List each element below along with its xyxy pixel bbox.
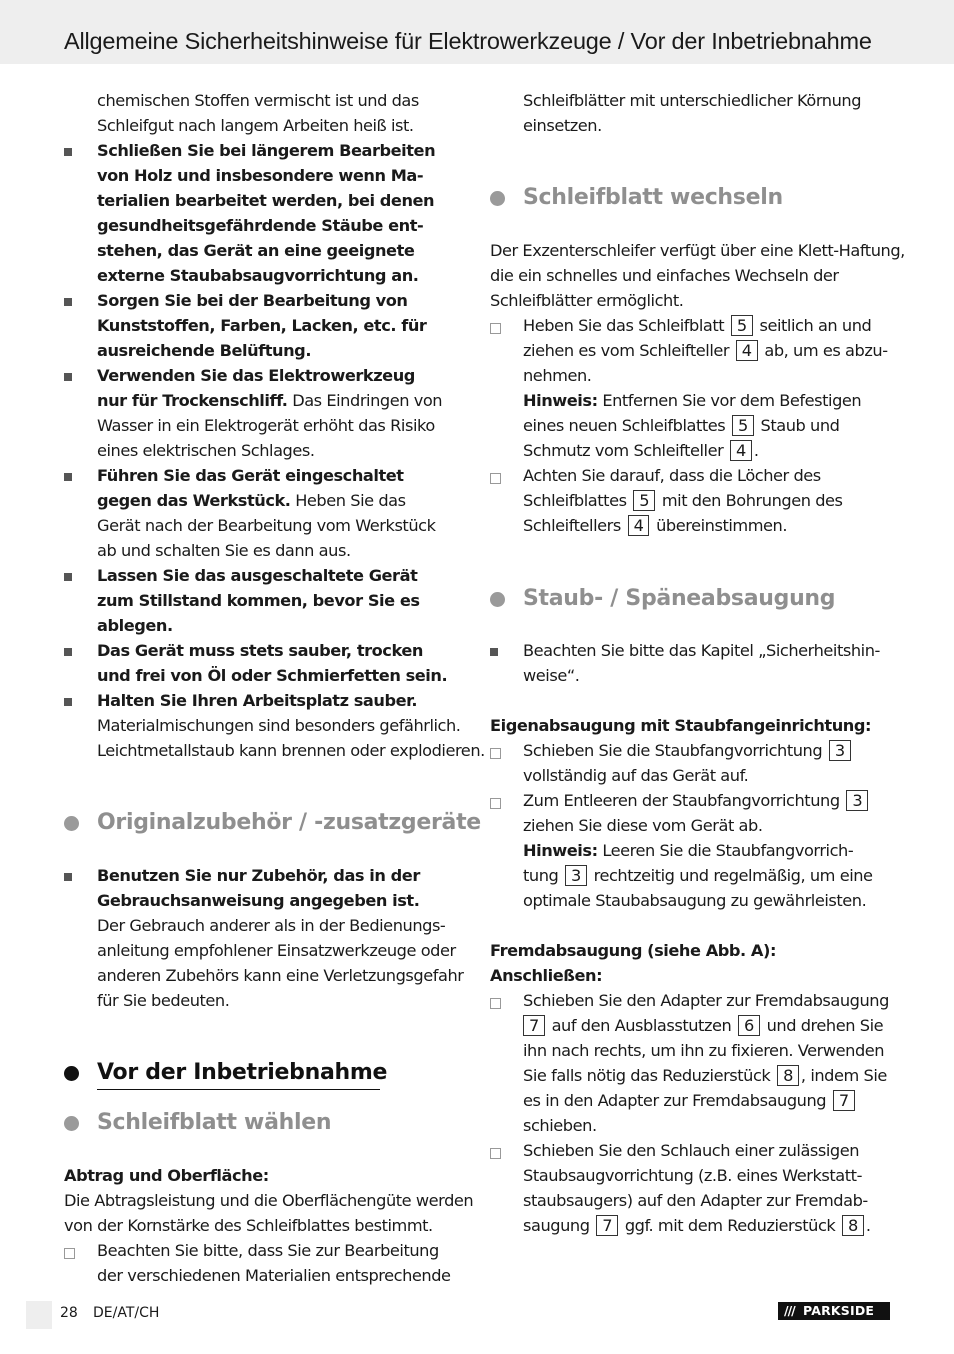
text-line: stehen, das Gerät an eine geeignete xyxy=(97,241,415,260)
plain-text: übereinstimmen. xyxy=(656,516,788,535)
part-number-box: 3 xyxy=(829,740,851,761)
text-line: für Sie bedeuten. xyxy=(97,991,230,1010)
square-bullet-icon xyxy=(64,373,72,381)
plain-text: es in den Adapter zur Fremdabsaugung xyxy=(523,1091,827,1110)
text-line xyxy=(523,338,888,363)
square-bullet-icon xyxy=(64,873,72,881)
text-line xyxy=(523,438,759,463)
section-heading: Staub- / Späneabsaugung xyxy=(523,586,836,611)
subheading: Abtrag und Oberfläche: xyxy=(64,1166,269,1185)
text-line: ihn nach rechts, um ihn zu fixieren. Verwenden xyxy=(523,1041,885,1060)
text-line xyxy=(523,388,861,413)
text-line xyxy=(523,1088,857,1113)
text-line: externe Staubabsaugvorrichtung an. xyxy=(97,266,419,285)
section-bullet-icon xyxy=(64,1116,79,1131)
brand-logo xyxy=(778,1302,890,1320)
plain-text: Das Eindringen von xyxy=(287,391,443,410)
text-line xyxy=(523,413,840,438)
part-number-box: 3 xyxy=(846,790,868,811)
plain-text: , indem Sie xyxy=(800,1066,887,1085)
text-line: der verschiedenen Materialien entsprechende xyxy=(97,1266,451,1285)
plain-text: Schmutz vom Schleifteller xyxy=(523,441,724,460)
square-bullet-icon xyxy=(64,473,72,481)
square-bullet-icon xyxy=(490,648,498,656)
section-bullet-icon xyxy=(490,191,505,206)
text-line: staubsaugers) auf den Adapter zur Fremdab- xyxy=(523,1191,868,1210)
section-heading: Schleifblatt wechseln xyxy=(523,185,783,210)
plain-text: Schleifblattes xyxy=(523,491,627,510)
text-line: und frei von Öl oder Schmierfetten sein. xyxy=(97,666,448,685)
text-line xyxy=(97,488,406,513)
text-line: Schleifgut nach langem Arbeiten heiß ist. xyxy=(97,116,414,135)
plain-text: Heben Sie das Schleifblatt xyxy=(523,316,725,335)
part-number-box: 4 xyxy=(730,440,752,461)
text-line xyxy=(523,1063,887,1088)
text-line xyxy=(523,838,853,863)
text-line: Verwenden Sie das Elektrowerkzeug xyxy=(97,366,415,385)
text-line: Schieben Sie den Adapter zur Fremdabsaugung xyxy=(523,991,889,1010)
text-line: Benutzen Sie nur Zubehör, das in der xyxy=(97,866,420,885)
text-line: Schließen Sie bei längerem Bearbeiten xyxy=(97,141,436,160)
text-line: gesundheitsgefährdende Stäube ent- xyxy=(97,216,424,235)
part-number-box: 5 xyxy=(731,315,753,336)
text-line: zum Stillstand kommen, bevor Sie es xyxy=(97,591,420,610)
chapter-heading: Vor der Inbetriebnahme xyxy=(97,1060,388,1085)
footer-tab xyxy=(26,1301,52,1329)
text-line: von Holz und insbesondere wenn Ma- xyxy=(97,166,424,185)
text-line: Die Abtragsleistung und die Oberflächengüte werden xyxy=(64,1191,474,1210)
text-line: von der Kornstärke des Schleifblattes bestimmt. xyxy=(64,1216,433,1235)
plain-text: Staub und xyxy=(760,416,840,435)
bold-text: nur für Trockenschliff. xyxy=(97,391,288,410)
text-line: ab und schalten Sie es dann aus. xyxy=(97,541,351,560)
hollow-square-bullet-icon xyxy=(490,798,501,809)
note-label: Hinweis: xyxy=(523,391,598,410)
text-line xyxy=(523,1013,883,1038)
hollow-square-bullet-icon xyxy=(490,748,501,759)
text-line: Materialmischungen sind besonders gefährlich. xyxy=(97,716,461,735)
hollow-square-bullet-icon xyxy=(490,998,501,1009)
plain-text: und drehen Sie xyxy=(766,1016,884,1035)
part-number-box: 5 xyxy=(732,415,754,436)
text-line: Schieben Sie den Schlauch einer zulässigen xyxy=(523,1141,860,1160)
plain-text: mit den Bohrungen des xyxy=(661,491,843,510)
text-line: einsetzen. xyxy=(523,116,602,135)
text-line: ziehen Sie diese vom Gerät ab. xyxy=(523,816,763,835)
text-line: Leichtmetallstaub kann brennen oder explodieren. xyxy=(97,741,485,760)
text-line: weise“. xyxy=(523,666,580,685)
text-line xyxy=(523,788,870,813)
part-number-box: 7 xyxy=(833,1090,855,1111)
text-line: Staubsaugvorrichtung (z.B. eines Werkstatt- xyxy=(523,1166,862,1185)
text-line: Das Gerät muss stets sauber, trocken xyxy=(97,641,423,660)
plain-text: . xyxy=(753,441,759,460)
plain-text: Schieben Sie die Staubfangvorrichtung xyxy=(523,741,823,760)
text-line xyxy=(523,738,853,763)
subheading: Fremdabsaugung (siehe Abb. A): xyxy=(490,941,776,960)
text-line: Wasser in ein Elektrogerät erhöht das Risiko xyxy=(97,416,435,435)
text-line: ausreichende Belüftung. xyxy=(97,341,312,360)
part-number-box: 8 xyxy=(777,1065,799,1086)
part-number-box: 3 xyxy=(565,865,587,886)
text-line: Achten Sie darauf, dass die Löcher des xyxy=(523,466,821,485)
plain-text: Zum Entleeren der Staubfangvorrichtung xyxy=(523,791,840,810)
part-number-box: 4 xyxy=(628,515,650,536)
square-bullet-icon xyxy=(64,148,72,156)
text-line: vollständig auf das Gerät auf. xyxy=(523,766,749,785)
text-line: Beachten Sie bitte das Kapitel „Sicherheitshin- xyxy=(523,641,880,660)
text-line: Kunststoffen, Farben, Lacken, etc. für xyxy=(97,316,427,335)
text-line xyxy=(523,1213,871,1238)
text-line: schieben. xyxy=(523,1116,597,1135)
text-line: Lassen Sie das ausgeschaltete Gerät xyxy=(97,566,418,585)
section-bullet-icon xyxy=(64,816,79,831)
part-number-box: 4 xyxy=(736,340,758,361)
plain-text: rechtzeitig und regelmäßig, um eine xyxy=(593,866,873,885)
page-number: 28 xyxy=(60,1305,78,1321)
locale-label: DE/AT/CH xyxy=(93,1305,160,1321)
text-line: Führen Sie das Gerät eingeschaltet xyxy=(97,466,404,485)
plain-text: Heben Sie das xyxy=(290,491,406,510)
plain-text: eines neuen Schleifblattes xyxy=(523,416,726,435)
text-line: Sorgen Sie bei der Bearbeitung von xyxy=(97,291,408,310)
square-bullet-icon xyxy=(64,298,72,306)
text-line: Gebrauchsanweisung angegeben ist. xyxy=(97,891,420,910)
plain-text: Entfernen Sie vor dem Befestigen xyxy=(597,391,862,410)
text-line: Halten Sie Ihren Arbeitsplatz sauber. xyxy=(97,691,418,710)
text-line: terialien bearbeitet werden, bei denen xyxy=(97,191,435,210)
brand-name: PARKSIDE xyxy=(803,1303,875,1318)
hollow-square-bullet-icon xyxy=(64,1248,75,1259)
plain-text: ziehen es vom Schleifteller xyxy=(523,341,730,360)
bold-text: gegen das Werkstück. xyxy=(97,491,291,510)
text-line: die ein schnelles und einfaches Wechseln der xyxy=(490,266,839,285)
text-line: eines elektrischen Schlages. xyxy=(97,441,315,460)
plain-text: tung xyxy=(523,866,559,885)
text-line: anleitung empfohlener Einsatzwerkzeuge oder xyxy=(97,941,456,960)
text-line xyxy=(523,863,873,888)
section-heading: Schleifblatt wählen xyxy=(97,1110,332,1135)
text-line: Schleifblätter ermöglicht. xyxy=(490,291,684,310)
plain-text: auf den Ausblasstutzen xyxy=(551,1016,732,1035)
plain-text: saugung xyxy=(523,1216,590,1235)
part-number-box: 8 xyxy=(842,1215,864,1236)
text-line: Gerät nach der Bearbeitung vom Werkstück xyxy=(97,516,436,535)
text-line xyxy=(523,488,843,513)
logo-slashes-icon: /// xyxy=(784,1303,795,1318)
plain-text: Schleiftellers xyxy=(523,516,621,535)
hollow-square-bullet-icon xyxy=(490,473,501,484)
part-number-box: 7 xyxy=(523,1015,545,1036)
section-bullet-icon xyxy=(490,592,505,607)
section-bullet-icon xyxy=(64,1066,79,1081)
text-line: nehmen. xyxy=(523,366,592,385)
plain-text: ab, um es abzu- xyxy=(764,341,888,360)
part-number-box: 5 xyxy=(633,490,655,511)
plain-text: Sie falls nötig das Reduzierstück xyxy=(523,1066,771,1085)
text-line: Der Gebrauch anderer als in der Bedienungs- xyxy=(97,916,446,935)
hollow-square-bullet-icon xyxy=(490,1148,501,1159)
square-bullet-icon xyxy=(64,573,72,581)
part-number-box: 6 xyxy=(738,1015,760,1036)
text-line xyxy=(97,388,442,413)
square-bullet-icon xyxy=(64,698,72,706)
heading-underline xyxy=(97,1089,380,1090)
note-label: Hinweis: xyxy=(523,841,598,860)
text-line xyxy=(523,313,871,338)
text-line: Der Exzenterschleifer verfügt über eine Klett-Haftung, xyxy=(490,241,905,260)
text-line: Schleifblätter mit unterschiedlicher Körnung xyxy=(523,91,862,110)
hollow-square-bullet-icon xyxy=(490,323,501,334)
section-heading: Originalzubehör / -zusatzgeräte xyxy=(97,810,481,835)
plain-text: ggf. mit dem Reduzierstück xyxy=(624,1216,836,1235)
square-bullet-icon xyxy=(64,648,72,656)
text-line: ablegen. xyxy=(97,616,173,635)
text-line xyxy=(523,513,787,538)
plain-text: Leeren Sie die Staubfangvorrich- xyxy=(597,841,854,860)
text-line: Beachten Sie bitte, dass Sie zur Bearbeitung xyxy=(97,1241,439,1260)
subheading: Eigenabsaugung mit Staubfangeinrichtung: xyxy=(490,716,871,735)
plain-text: . xyxy=(865,1216,871,1235)
text-line: optimale Staubabsaugung zu gewährleisten. xyxy=(523,891,867,910)
text-line: chemischen Stoffen vermischt ist und das xyxy=(97,91,419,110)
text-line: anderen Zubehörs kann eine Verletzungsgefahr xyxy=(97,966,464,985)
page-header xyxy=(0,0,954,64)
page-title: Allgemeine Sicherheitshinweise für Elektrowerkzeuge / Vor der Inbetriebnahme xyxy=(64,28,872,54)
plain-text: seitlich an und xyxy=(759,316,872,335)
subheading: Anschließen: xyxy=(490,966,603,985)
part-number-box: 7 xyxy=(596,1215,618,1236)
